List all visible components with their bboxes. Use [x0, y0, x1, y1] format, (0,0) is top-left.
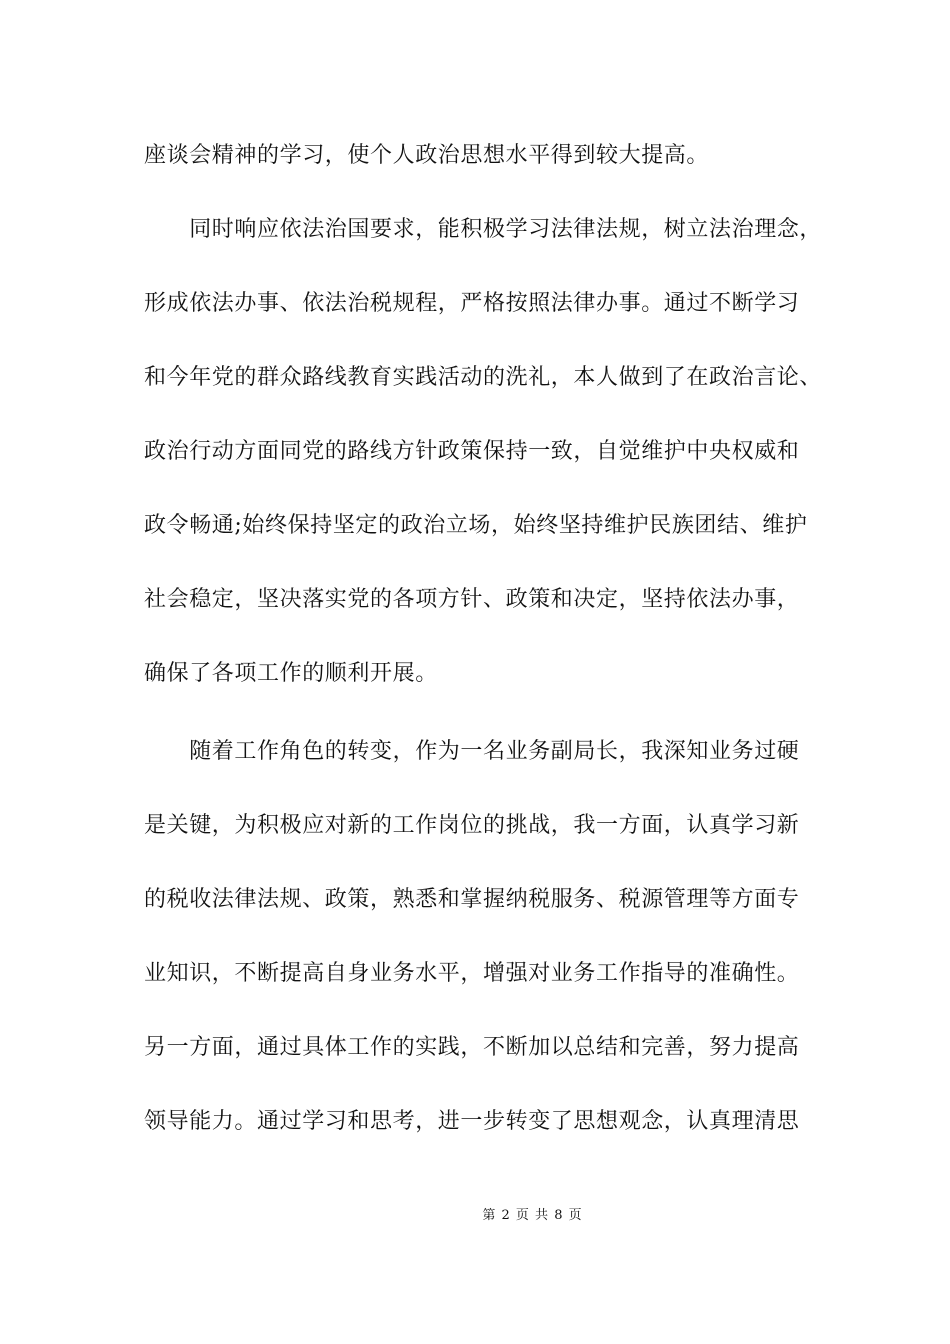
text-line: 形成依法办事、依法治税规程，严格按照法律办事。通过不断学习	[144, 291, 800, 316]
text-line: 另一方面，通过具体工作的实践，不断加以总结和完善，努力提高	[144, 1035, 800, 1060]
text-line: 政令畅通;始终保持坚定的政治立场，始终坚持维护民族团结、维护	[144, 513, 808, 538]
text-line: 是关键，为积极应对新的工作岗位的挑战，我一方面，认真学习新	[144, 813, 800, 838]
text-line: 确保了各项工作的顺利开展。	[144, 661, 438, 686]
text-line: 随着工作角色的转变，作为一名业务副局长，我深知业务过硬	[144, 739, 800, 764]
text-line: 同时响应依法治国要求，能积极学习法律法规，树立法治理念，	[144, 217, 823, 242]
text-line: 座谈会精神的学习，使个人政治思想水平得到较大提高。	[144, 143, 710, 168]
page-number-footer: 第 2 页 共 8 页	[482, 1208, 583, 1223]
text-line: 政治行动方面同党的路线方针政策保持一致，自觉维护中央权威和	[144, 439, 800, 464]
text-line: 领导能力。通过学习和思考，进一步转变了思想观念，认真理清思	[144, 1109, 800, 1134]
text-line: 社会稳定，坚决落实党的各项方针、政策和决定，坚持依法办事，	[144, 587, 800, 612]
text-line: 的税收法律法规、政策，熟悉和掌握纳税服务、税源管理等方面专	[144, 887, 800, 912]
text-line: 和今年党的群众路线教育实践活动的洗礼，本人做到了在政治言论、	[144, 365, 823, 390]
text-line: 业知识，不断提高自身业务水平，增强对业务工作指导的准确性。	[144, 961, 800, 986]
